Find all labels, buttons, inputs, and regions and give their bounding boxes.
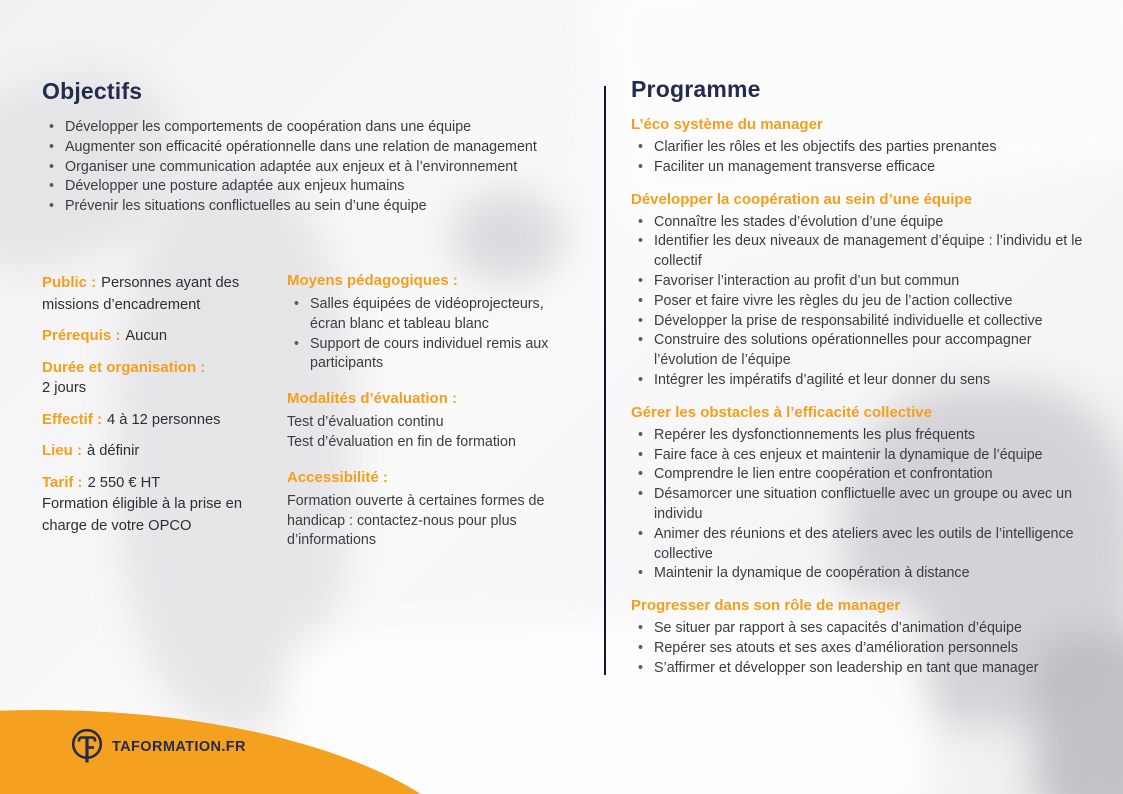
- programme-subsection: [631, 597, 1087, 678]
- programme-bullet: • Faciliter un management transverse efficace: [631, 158, 1087, 178]
- detail-prerequis-value: Aucun: [125, 328, 168, 344]
- programme-bullet: • Se situer par rapport à ses capacités d’animation d’équipe: [631, 619, 1087, 639]
- programme-subsection-list: [631, 213, 1087, 391]
- programme-bullet: • Favoriser l’interaction au profit d’un but commun: [631, 272, 1087, 292]
- accessibilite-title: Accessibilité :: [287, 468, 388, 486]
- detail-public-label: Public :: [42, 274, 97, 291]
- modalites-title: Modalités d’évaluation :: [287, 390, 458, 408]
- programme-bullet: • Construire des solutions opérationnelles pour accompagner l’évolution de l’équipe: [631, 331, 1087, 371]
- programme-subsection: [631, 404, 1087, 584]
- modalites-line: Test d’évaluation en fin de formation: [287, 433, 516, 450]
- detail-tarif: [42, 472, 280, 538]
- programme-bullet: • Comprendre le lien entre coopération et confrontation: [631, 465, 1087, 485]
- detail-effectif: [42, 409, 280, 432]
- objectifs-list: [42, 118, 590, 217]
- detail-duree-label: Durée et organisation :: [42, 358, 206, 376]
- moyens-list: [287, 295, 577, 374]
- programme-bullet: • Intégrer les impératifs d’agilité et leur donner du sens: [631, 371, 1087, 391]
- detail-effectif-value: 4 à 12 personnes: [107, 411, 221, 428]
- objectifs-bullet: • Développer une posture adaptée aux enjeux humains: [42, 177, 590, 197]
- detail-duree-value: 2 jours: [42, 380, 87, 396]
- programme-bullet: • Connaître les stades d’évolution d’une équipe: [631, 213, 1087, 233]
- moyens-bullet: • Support de cours individuel remis aux participants: [287, 335, 577, 375]
- objectifs-bullet: • Prévenir les situations conflictuelles au sein d’une équipe: [42, 197, 590, 217]
- programme-subsection: [631, 116, 1087, 178]
- programme-subsection-list: [631, 138, 1087, 178]
- detail-public-value: Personnes ayant des missions d’encadrement: [42, 275, 240, 313]
- detail-public: [42, 272, 280, 316]
- objectifs-bullet: • Organiser une communication adaptée aux enjeux et à l’environnement: [42, 158, 590, 178]
- programme-bullet: • Repérer les dysfonctionnements les plus fréquents: [631, 426, 1087, 446]
- modalites-line: Test d’évaluation continu: [287, 414, 444, 431]
- programme-bullet: • S’affirmer et développer son leadership en tant que manager: [631, 659, 1087, 679]
- detail-lieu-value: à définir: [87, 443, 140, 459]
- detail-prerequis: [42, 325, 280, 348]
- pedagogy-column: [287, 272, 577, 567]
- programme-bullet: • Repérer ses atouts et ses axes d’amélioration personnels: [631, 639, 1087, 659]
- programme-bullet: • Identifier les deux niveaux de management d’équipe : l’individu et le collectif: [631, 232, 1087, 272]
- programme-subsection-heading: Progresser dans son rôle de manager: [631, 597, 901, 615]
- programme-bullet: • Désamorcer une situation conflictuelle avec un groupe ou avec un individu: [631, 485, 1087, 525]
- programme-subsection: [631, 191, 1087, 391]
- objectifs-bullet: • Développer les comportements de coopération dans une équipe: [42, 118, 590, 138]
- objectifs-bullet: • Augmenter son efficacité opérationnelle dans une relation de management: [42, 138, 590, 158]
- modalites-block: [287, 390, 577, 453]
- details-column: [42, 272, 280, 546]
- programme-subsection-heading: L’éco système du manager: [631, 116, 823, 133]
- programme-subsection-heading: Développer la coopération au sein d’une équipe: [631, 190, 972, 208]
- detail-tarif-label: Tarif :: [42, 473, 83, 491]
- taformation-tf-icon: [70, 727, 104, 767]
- moyens-block: [287, 272, 577, 374]
- programme-subsection-heading: Gérer les obstacles à l’efficacité collective: [631, 403, 932, 421]
- detail-lieu: [42, 440, 280, 463]
- taformation-logo: [70, 727, 246, 767]
- accessibilite-text: Formation ouverte à certaines formes de handicap : contactez-nous pour plus d’informations: [287, 492, 545, 549]
- moyens-bullet: • Salles équipées de vidéoprojecteurs, écran blanc et tableau blanc: [287, 295, 577, 335]
- accessibilite-block: [287, 469, 577, 551]
- moyens-title: Moyens pédagogiques :: [287, 272, 458, 289]
- programme-section: [631, 76, 1087, 679]
- detail-tarif-note: Formation éligible à la prise en charge de votre OPCO: [42, 496, 243, 534]
- detail-prerequis-label: Prérequis :: [42, 327, 121, 344]
- programme-bullet: • Maintenir la dynamique de coopération à distance: [631, 564, 1087, 584]
- column-divider: [604, 86, 606, 675]
- programme-subsection-list: [631, 619, 1087, 678]
- objectifs-title: Objectifs: [42, 78, 143, 104]
- programme-bullet: • Poser et faire vivre les règles du jeu de l’action collective: [631, 292, 1087, 312]
- programme-bullet: • Développer la prise de responsabilité individuelle et collective: [631, 312, 1087, 332]
- objectifs-section: [42, 78, 590, 217]
- programme-bullet: • Animer des réunions et des ateliers avec les outils de l’intelligence collective: [631, 525, 1087, 565]
- programme-bullet: • Faire face à ces enjeux et maintenir la dynamique de l’équipe: [631, 446, 1087, 466]
- brand-text: TAFORMATION.FR: [112, 739, 246, 755]
- programme-title: Programme: [631, 76, 761, 102]
- detail-tarif-value: 2 550 € HT: [87, 474, 161, 491]
- detail-lieu-label: Lieu :: [42, 442, 82, 459]
- programme-bullet: • Clarifier les rôles et les objectifs des parties prenantes: [631, 138, 1087, 158]
- detail-duree: [42, 357, 280, 400]
- detail-effectif-label: Effectif :: [42, 410, 102, 428]
- programme-subsection-list: [631, 426, 1087, 584]
